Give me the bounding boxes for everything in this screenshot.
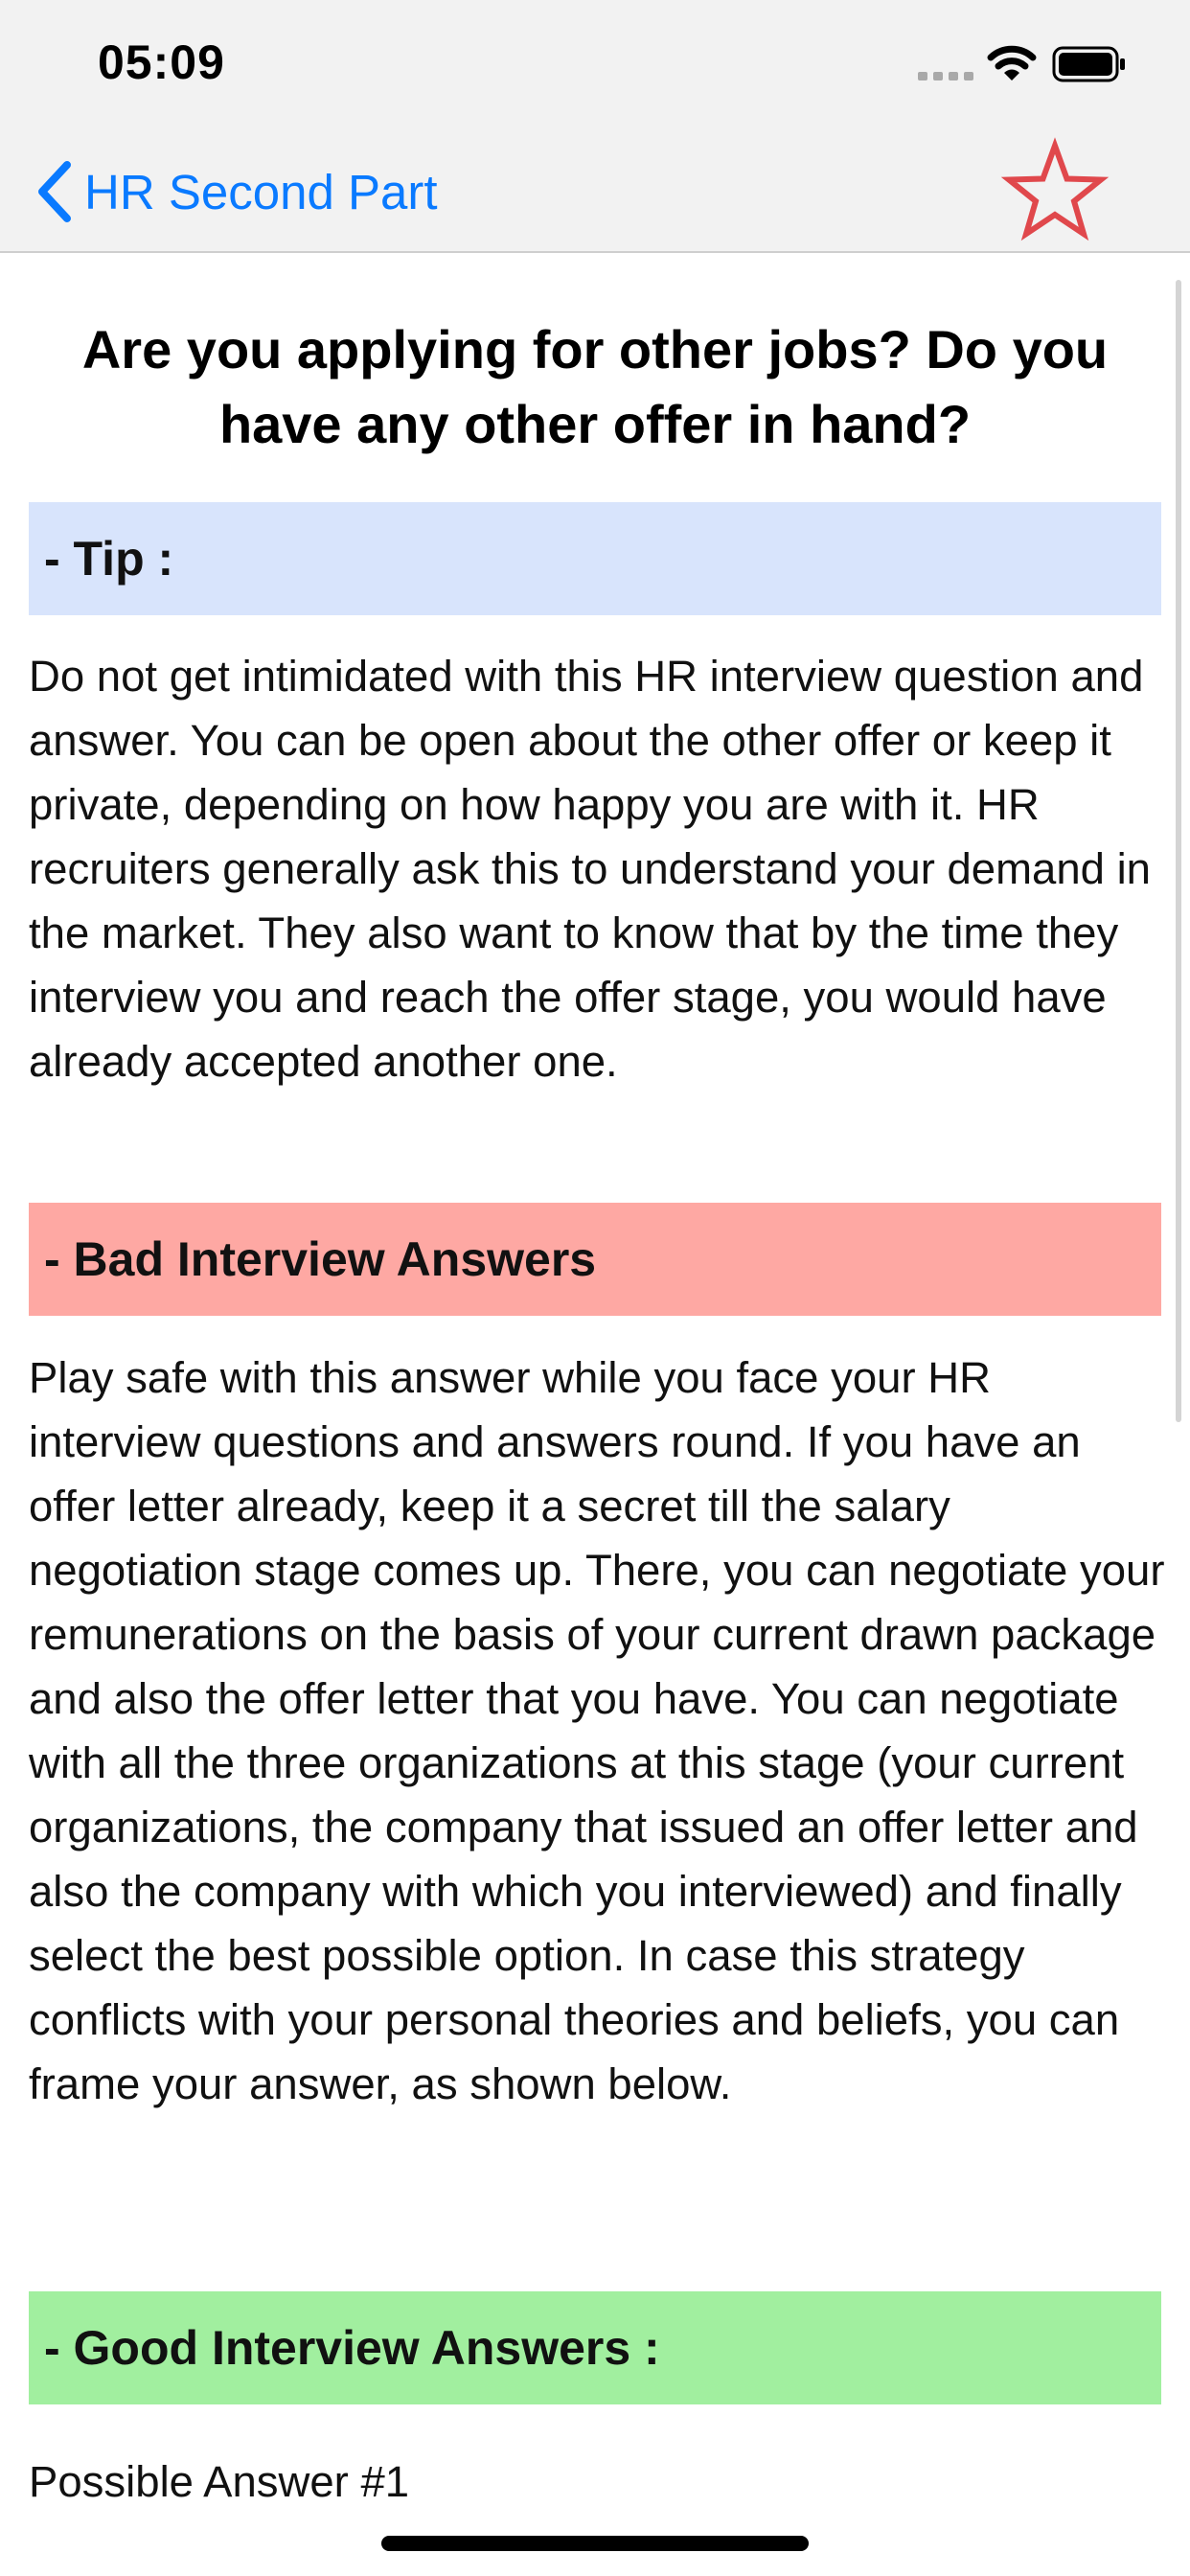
tip-section-text: Do not get intimidated with this HR interview question and answer. You can be open about the other offer or keep it private, depending on how happy you are with it. HR recruiters generally ask this to understand your demand in the market. They also want to know that by the time they interview you and reach the offer stage, you would have already accepted another one. (29, 652, 1151, 1086)
bad-answers-section-text: Play safe with this answer while you face your HR interview questions and answers round. If you have an offer letter already, keep it a secret till the salary negotiation stage comes up. There, you can negotiate your remunerations on the basis of your current drawn package and also the offer letter that you have. You can negotiate with all the three organizations at this stage (your current organizations, the company that issued an offer letter and also the company with which you interviewed) and finally select the best possible option. In case this strategy conflicts with your personal theories and beliefs, you can frame your answer, as shown below. (29, 1353, 1165, 2108)
star-outline-icon[interactable] (1004, 140, 1106, 240)
possible-answer-label: Possible Answer #1 (29, 2457, 410, 2506)
answer-content[interactable] (0, 253, 1190, 2506)
tip-section-header: - Tip : (29, 502, 1161, 615)
bad-answers-section-header: - Bad Interview Answers (29, 1203, 1161, 1316)
signal-icon (918, 69, 973, 82)
wifi-icon (987, 44, 1037, 82)
status-time: 05:09 (98, 35, 225, 89)
back-button[interactable] (33, 153, 438, 230)
battery-icon (1052, 46, 1127, 82)
question-title: Are you applying for other jobs? Do you have any other offer in hand? (81, 319, 1109, 454)
back-button-label: HR Second Part (84, 164, 438, 219)
navigation-bar (0, 0, 1190, 253)
chevron-left-icon (33, 159, 75, 224)
good-answers-section-header: - Good Interview Answers : (29, 2291, 1161, 2404)
home-indicator[interactable] (381, 2536, 809, 2551)
scrollbar[interactable] (1176, 280, 1181, 1422)
